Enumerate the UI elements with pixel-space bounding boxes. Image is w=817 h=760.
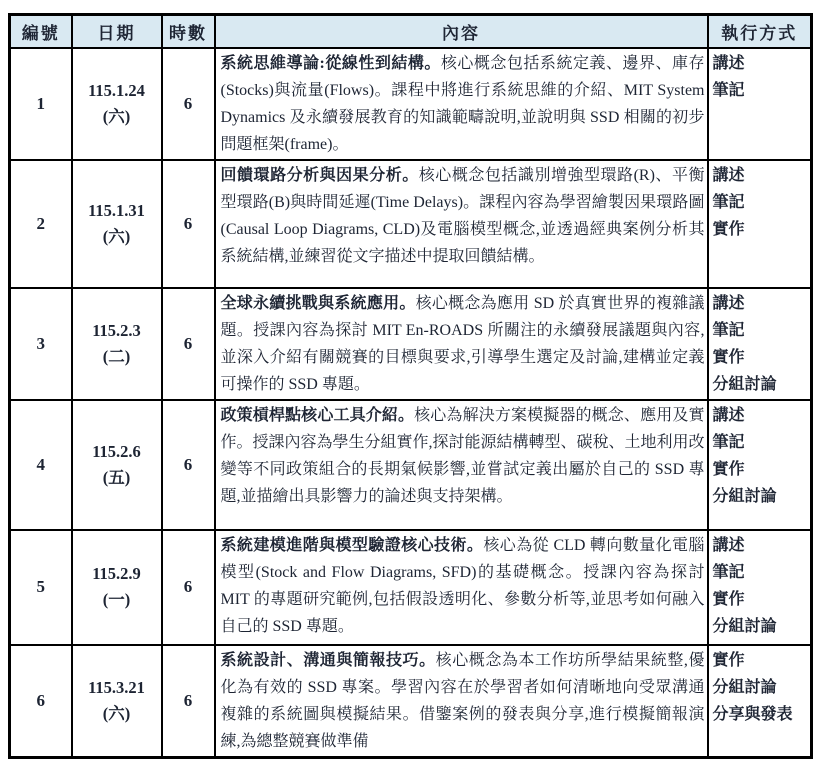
content-body: 核心概念為應用 SD 於真實世界的複雜議題。授課內容為探討 MIT En-ROADS 所關注的永續發展議題與內容,並深入介紹有關競賽的目標與要求,引導學生選定及討論,建構並定義可操作的 SSD 專題。 xyxy=(220,294,705,393)
method-item: 分享與發表 xyxy=(712,705,793,723)
date-cell xyxy=(72,48,162,160)
header-hours: 時數 xyxy=(162,15,215,48)
table-row xyxy=(10,160,812,288)
methods-cell xyxy=(708,288,812,400)
row-number-cell: 2 xyxy=(10,160,72,288)
date-weekday: (六) xyxy=(102,703,131,723)
table-row xyxy=(10,400,812,530)
content-cell xyxy=(215,288,708,400)
date-value: 115.2.9 xyxy=(92,564,141,583)
schedule-body xyxy=(10,48,812,758)
content-title: 政策槓桿點核心工具介紹。 xyxy=(220,406,415,424)
date-weekday: (五) xyxy=(102,467,131,487)
header-content: 內容 xyxy=(215,15,708,48)
method-item: 筆記 xyxy=(712,321,745,339)
course-schedule-table xyxy=(8,13,813,759)
date-cell xyxy=(72,530,162,645)
header-number: 編號 xyxy=(10,15,72,48)
methods-cell xyxy=(708,48,812,160)
method-item: 分組討論 xyxy=(712,617,777,635)
date-cell xyxy=(72,400,162,530)
date-weekday: (六) xyxy=(102,226,131,246)
date-cell xyxy=(72,645,162,758)
content-body: 核心為從 CLD 轉向數量化電腦模型(Stock and Flow Diagrams, SFD)的基礎概念。授課內容為探討 MIT 的專題研究範例,包括假設透明化、參數分析等,並思考如何融入自己的 SSD 專題。 xyxy=(220,536,705,635)
method-item: 分組討論 xyxy=(712,487,777,505)
hours-cell: 6 xyxy=(162,288,215,400)
method-item: 筆記 xyxy=(712,563,745,581)
method-item: 實作 xyxy=(712,348,745,366)
content-title: 回饋環路分析與因果分析。 xyxy=(220,166,419,184)
table-row xyxy=(10,530,812,645)
table-row xyxy=(10,645,812,758)
content-cell xyxy=(215,160,708,288)
method-item: 講述 xyxy=(712,54,745,72)
date-weekday: (六) xyxy=(102,106,131,126)
row-number-cell: 4 xyxy=(10,400,72,530)
table-row xyxy=(10,288,812,400)
methods-cell xyxy=(708,400,812,530)
header-date: 日期 xyxy=(72,15,162,48)
method-item: 筆記 xyxy=(712,433,745,451)
content-title: 系統思維導論:從線性到結構。 xyxy=(220,54,441,72)
hours-cell: 6 xyxy=(162,530,215,645)
date-value: 115.2.3 xyxy=(92,320,141,340)
method-item: 實作 xyxy=(712,460,745,478)
method-item: 實作 xyxy=(712,651,745,669)
row-number-cell: 3 xyxy=(10,288,72,400)
methods-cell xyxy=(708,160,812,288)
table-header xyxy=(10,15,812,48)
content-body: 核心概念包括識別增強型環路(R)、平衡型環路(B)與時間延遲(Time Delays)。課程內容為學習繪製因果環路圖(Causal Loop Diagrams, CLD)及電腦模型概念,並透過經典案例分析其系統結構,並練習從文字描述中提取回饋結構。 xyxy=(220,166,705,265)
content-title: 全球永續挑戰與系統應用。 xyxy=(220,294,416,312)
content-cell xyxy=(215,400,708,530)
method-item: 講述 xyxy=(712,406,745,424)
table-row xyxy=(10,48,812,160)
date-value: 115.3.21 xyxy=(88,677,145,697)
hours-cell: 6 xyxy=(162,645,215,758)
date-value: 115.2.6 xyxy=(92,441,141,461)
hours-cell: 6 xyxy=(162,400,215,530)
method-item: 分組討論 xyxy=(712,375,777,393)
row-number-cell: 6 xyxy=(10,645,72,758)
content-body: 核心概念包括系統定義、邊界、庫存(Stocks)與流量(Flows)。課程中將進行系統思維的介紹、MIT System Dynamics 及永續發展教育的知識範疇說明,並說明與 SSD 相關的初步問題框架(frame)。 xyxy=(220,54,705,153)
methods-cell xyxy=(708,645,812,758)
method-item: 筆記 xyxy=(712,81,745,99)
methods-cell xyxy=(708,530,812,645)
method-item: 講述 xyxy=(712,536,745,554)
content-cell xyxy=(215,48,708,160)
method-item: 實作 xyxy=(712,590,745,608)
header-method: 執行方式 xyxy=(708,15,812,48)
date-value: 115.1.31 xyxy=(88,200,145,220)
date-weekday: (一) xyxy=(102,590,131,609)
date-cell xyxy=(72,288,162,400)
date-value: 115.1.24 xyxy=(88,80,145,100)
row-number-cell: 1 xyxy=(10,48,72,160)
content-cell xyxy=(215,645,708,758)
content-title: 系統設計、溝通與簡報技巧。 xyxy=(220,651,436,669)
row-number-cell: 5 xyxy=(10,530,72,645)
content-cell xyxy=(215,530,708,645)
method-item: 筆記 xyxy=(712,193,745,211)
content-body: 核心為解決方案模擬器的概念、應用及實作。授課內容為學生分組實作,探討能源結構轉型、碳稅、土地利用改變等不同政策組合的長期氣候影響,並嘗試定義出屬於自己的 SSD 專題,並描繪出具影響力的論述與支持架構。 xyxy=(220,406,705,505)
header-row xyxy=(10,15,812,48)
method-item: 講述 xyxy=(712,294,745,312)
date-weekday: (二) xyxy=(102,346,131,366)
content-title: 系統建模進階與模型驗證核心技術。 xyxy=(220,536,484,554)
method-item: 講述 xyxy=(712,166,745,184)
hours-cell: 6 xyxy=(162,160,215,288)
date-cell xyxy=(72,160,162,288)
hours-cell: 6 xyxy=(162,48,215,160)
method-item: 實作 xyxy=(712,220,745,238)
method-item: 分組討論 xyxy=(712,678,777,696)
content-body: 核心概念為本工作坊所學結果統整,優化為有效的 SSD 專案。學習內容在於學習者如何清晰地向受眾溝通複雜的系統圖與模擬結果。借鑒案例的發表與分享,進行模擬簡報演練,為總整競賽做準備 xyxy=(220,651,705,750)
